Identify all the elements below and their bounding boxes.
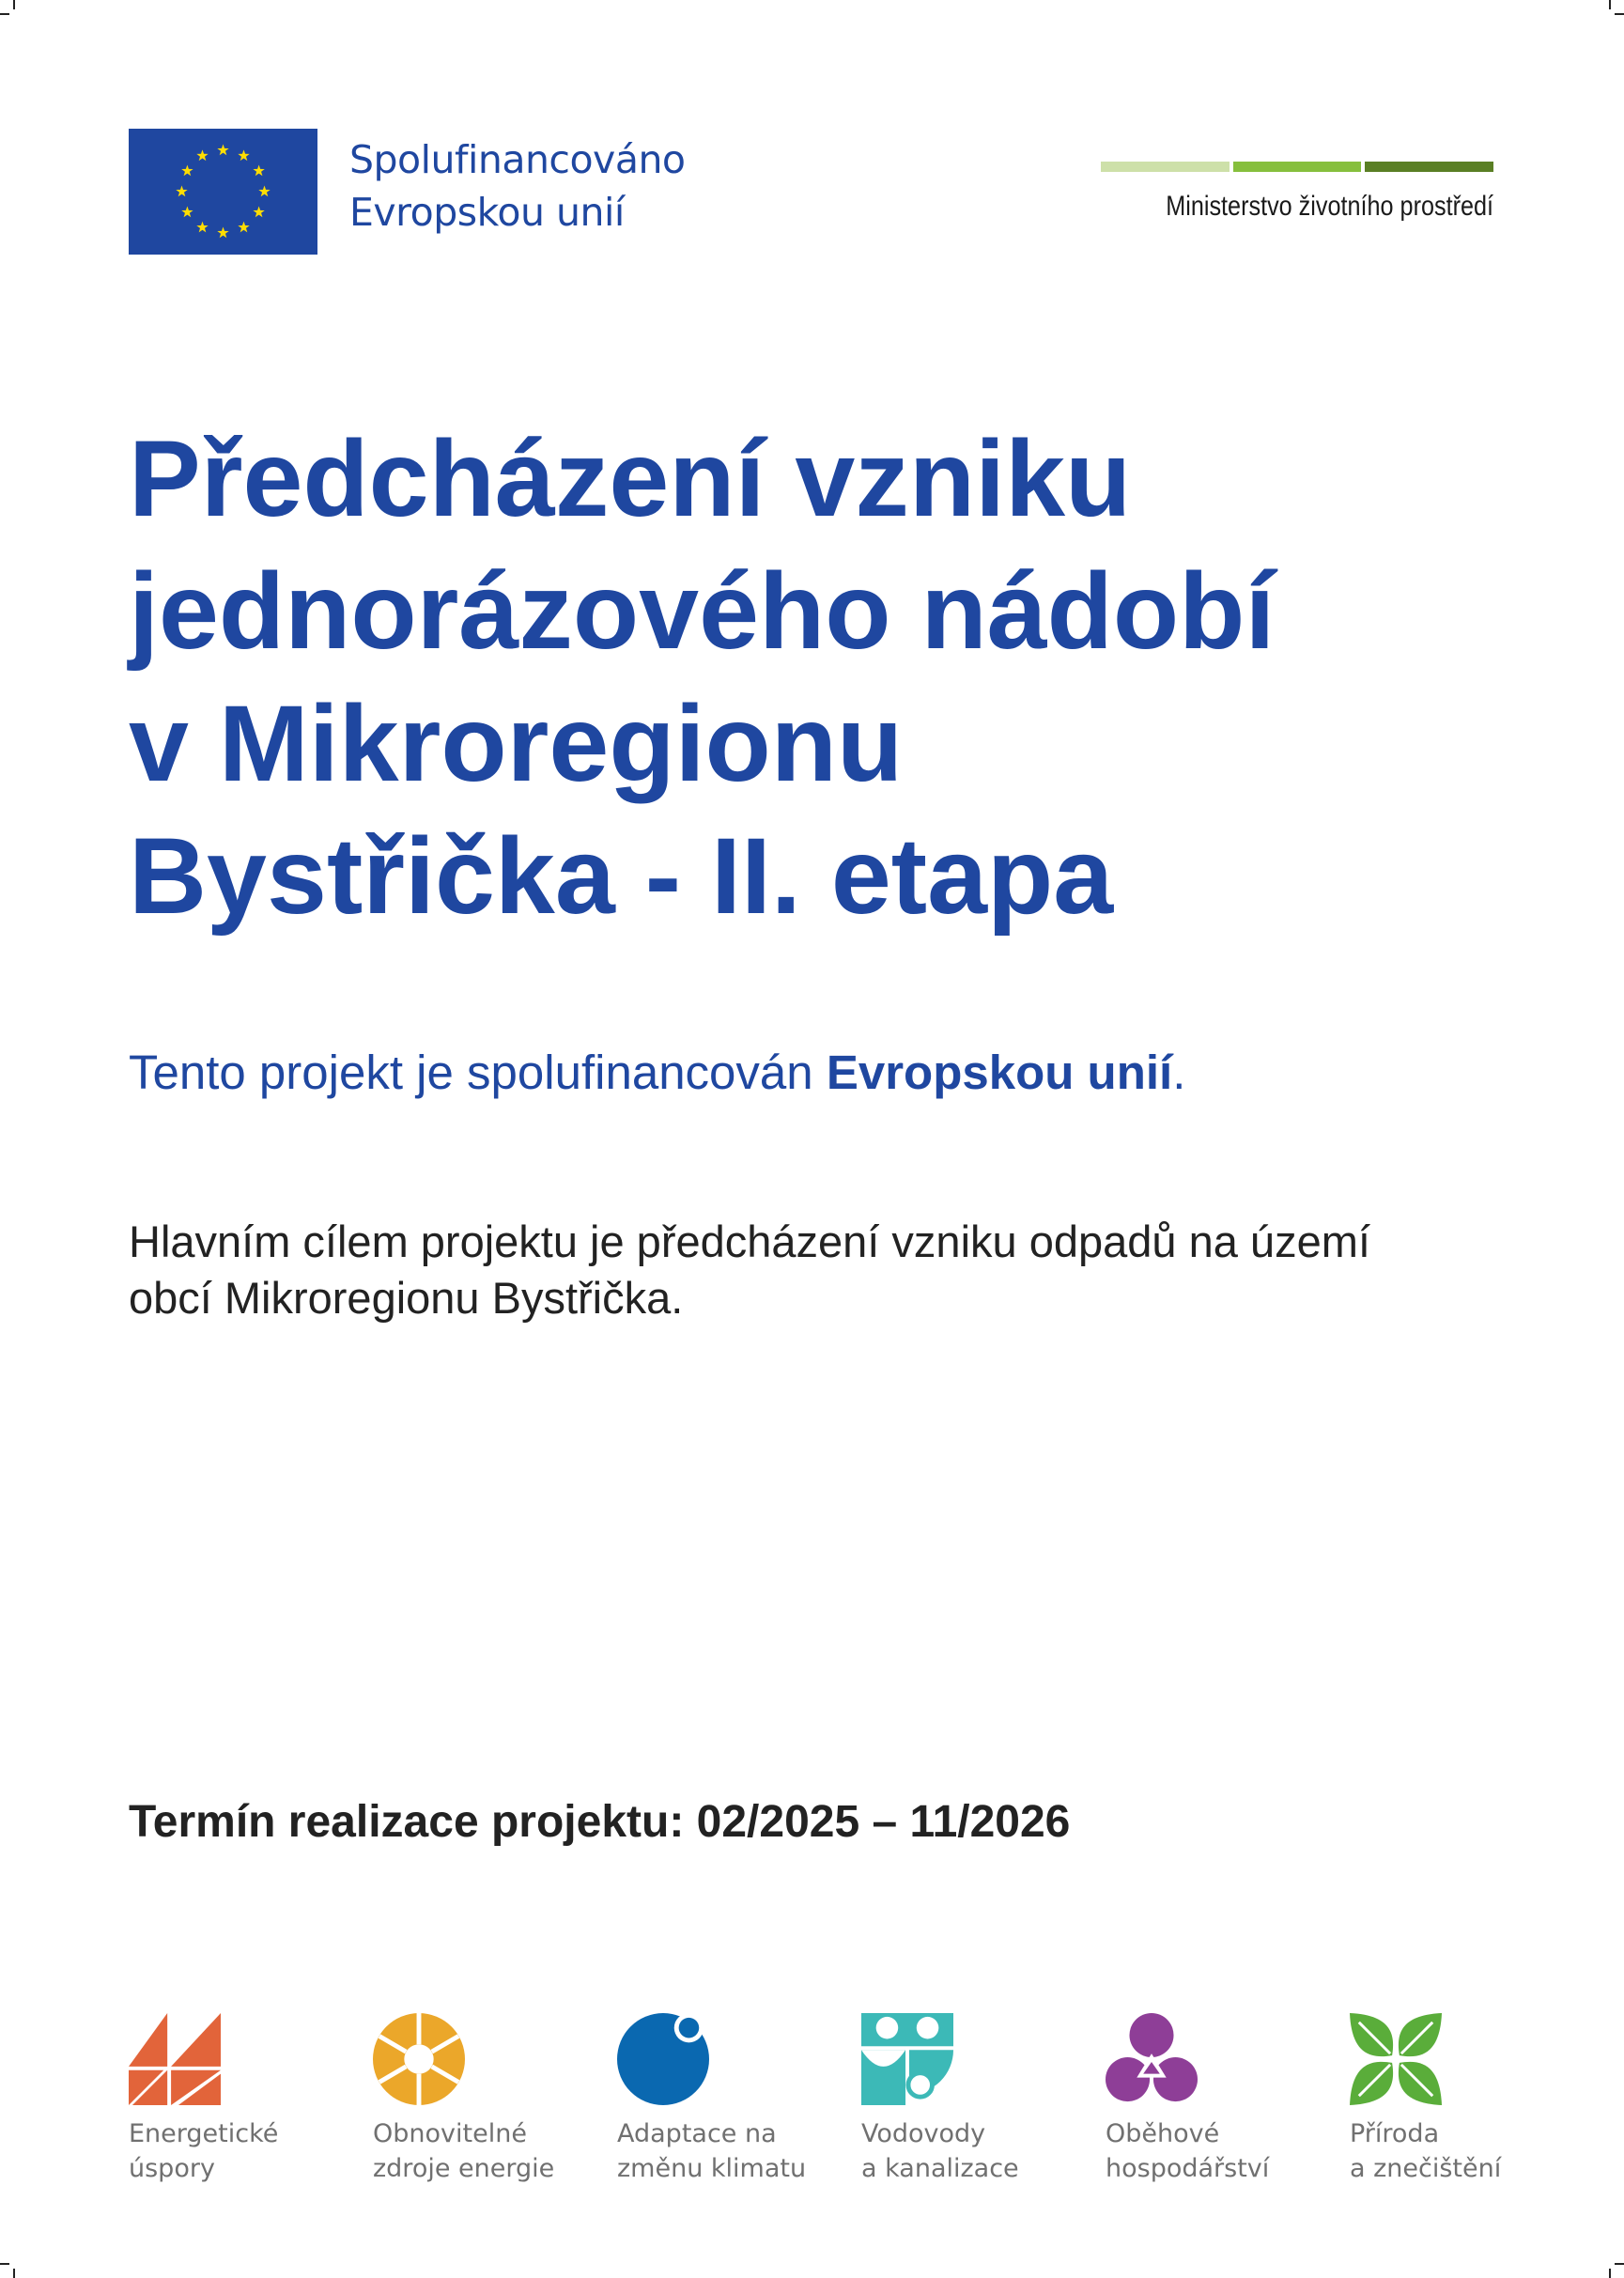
- eu-flag-icon: [129, 129, 317, 255]
- crop-mark: [1615, 2263, 1624, 2265]
- eu-star-icon: [196, 222, 208, 233]
- cofunding-prefix: Tento projekt je spolufinancován: [129, 1046, 827, 1099]
- eu-star-icon: [181, 207, 193, 218]
- program-label-line1: Obnovitelné: [373, 2119, 527, 2148]
- program-climate-adaptation: [617, 2013, 843, 2186]
- ministry-color-bars: [1101, 162, 1493, 172]
- crop-mark: [0, 13, 9, 15]
- program-label-line1: Energetické: [129, 2119, 279, 2148]
- title-line-3: v Mikroregionu: [129, 684, 904, 804]
- program-label-line1: Oběhové: [1106, 2119, 1220, 2148]
- eu-star-icon: [217, 227, 228, 239]
- goal-line-2: obcí Mikroregionu Bystřička.: [129, 1273, 684, 1323]
- program-water-sewerage: [861, 2013, 1087, 2186]
- project-goal: [129, 1214, 1519, 1326]
- crop-mark: [13, 0, 15, 9]
- program-label-line2: změnu klimatu: [617, 2154, 807, 2183]
- crop-mark: [1615, 13, 1624, 15]
- crop-mark: [0, 2263, 9, 2265]
- eu-star-icon: [196, 149, 208, 161]
- eu-star-icon: [253, 207, 264, 218]
- title-line-2: jednorázového nádobí: [129, 551, 1276, 672]
- eu-star-icon: [258, 186, 270, 197]
- eu-logo-line1: Spolufinancováno: [349, 137, 686, 182]
- ministry-logo: [1101, 162, 1493, 223]
- ministry-bar-3: [1365, 162, 1493, 172]
- goal-line-1: Hlavním cílem projektu je předcházení vzniku odpadů na území: [129, 1216, 1370, 1266]
- program-renewable-energy: [373, 2013, 598, 2186]
- energy-savings-icon: [129, 2013, 221, 2105]
- program-label-line2: úspory: [129, 2154, 215, 2183]
- ministry-name: Ministerstvo životního prostředí: [1166, 191, 1493, 222]
- program-nature-pollution: [1350, 2013, 1575, 2186]
- eu-star-icon: [253, 165, 264, 177]
- eu-star-icon: [238, 222, 249, 233]
- program-label-line1: Adaptace na: [617, 2119, 777, 2148]
- water-sewerage-icon: [861, 2013, 953, 2105]
- eu-star-icon: [176, 186, 187, 197]
- cofunding-statement: [129, 1045, 1519, 1100]
- eu-star-icon: [217, 145, 228, 156]
- program-label-line1: Vodovody: [861, 2119, 986, 2148]
- program-label-line2: zdroje energie: [373, 2154, 555, 2183]
- cofunding-emphasis: Evropskou unií: [826, 1046, 1173, 1099]
- eu-star-icon: [238, 149, 249, 161]
- title-line-1: Předcházení vzniku: [129, 419, 1132, 539]
- program-label-line2: a znečištění: [1350, 2154, 1502, 2183]
- project-title: [129, 413, 1519, 943]
- program-areas: [129, 2013, 1538, 2201]
- program-label-line2: a kanalizace: [861, 2154, 1019, 2183]
- project-term: Termín realizace projektu: 02/2025 – 11/2026: [129, 1797, 1071, 1847]
- nature-pollution-icon: [1350, 2013, 1442, 2105]
- crop-mark: [1609, 0, 1611, 9]
- cofunding-suffix: .: [1172, 1046, 1186, 1099]
- climate-adaptation-icon: [617, 2013, 709, 2105]
- program-label-line2: hospodářství: [1106, 2154, 1270, 2183]
- circular-economy-icon: [1106, 2013, 1198, 2105]
- program-circular-economy: [1106, 2013, 1331, 2186]
- ministry-bar-2: [1233, 162, 1362, 172]
- renewable-energy-icon: [373, 2013, 465, 2105]
- crop-mark: [13, 2269, 15, 2278]
- program-label-line1: Příroda: [1350, 2119, 1440, 2148]
- eu-cofunding-logo-text: [349, 133, 744, 239]
- eu-logo-line2: Evropskou unií: [349, 190, 625, 235]
- ministry-bar-1: [1101, 162, 1230, 172]
- crop-mark: [1609, 2269, 1611, 2278]
- eu-star-icon: [181, 165, 193, 177]
- program-energy-savings: [129, 2013, 354, 2186]
- title-line-4: Bystřička - II. etapa: [129, 816, 1114, 937]
